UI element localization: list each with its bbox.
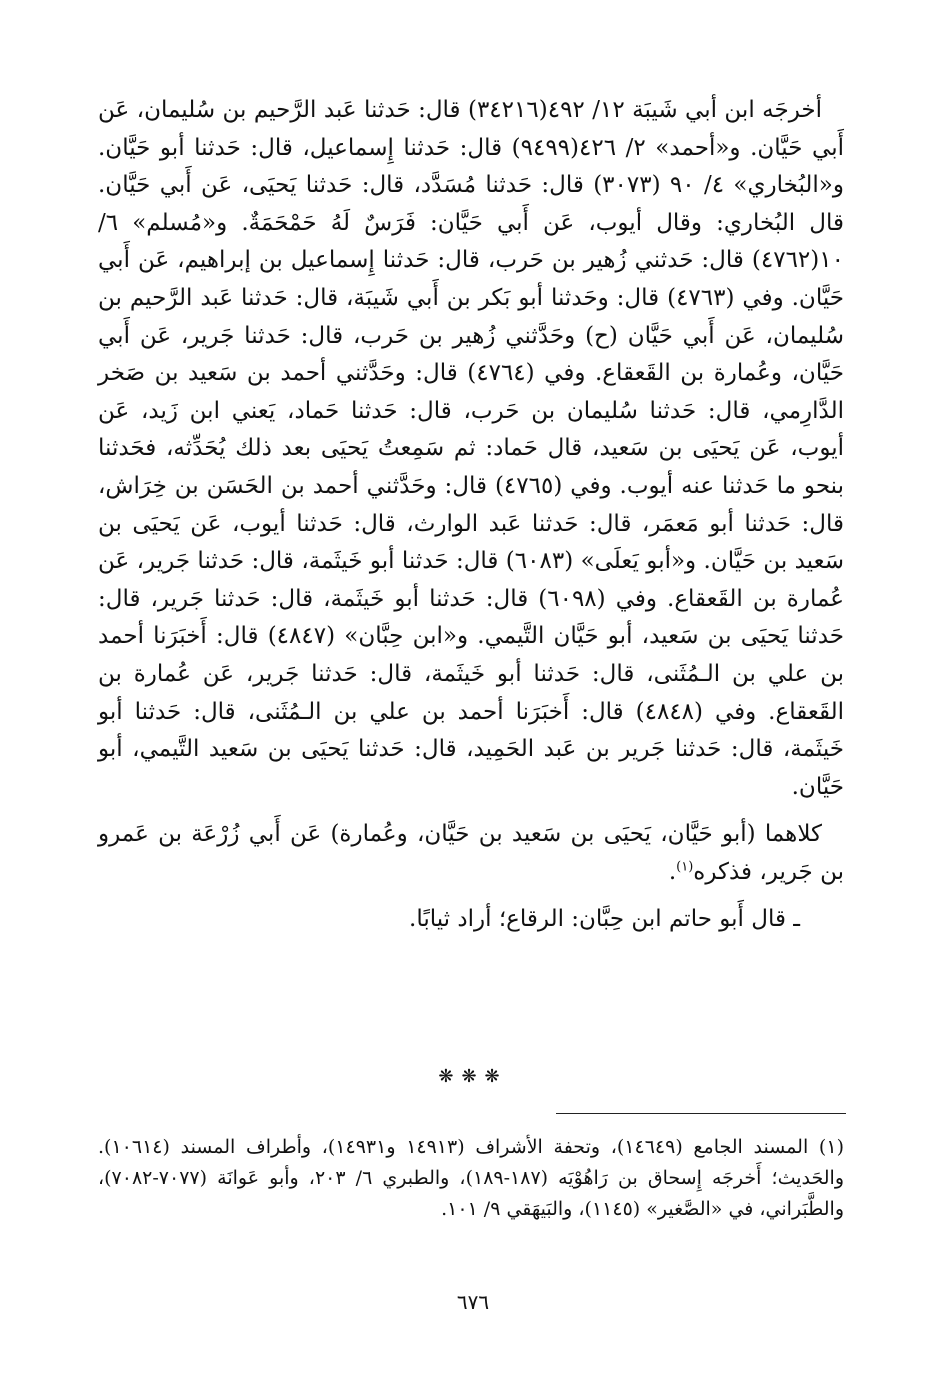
section-separator: ❋❋❋ [438,1066,508,1087]
footnote-divider [556,1113,846,1114]
paragraph-note: ـ قال أَبو حاتم ابن حِبَّان: الرقاع؛ أراد ثيابًا. [409,906,800,933]
footnote-1: (١) المسند الجامع (١٤٦٤٩)، وتحفة الأشراف (١٤٩١٣ و١٤٩٣١)، وأطراف المسند (١٠٦١٤). والحَديث؛ أَخرجَه إِسحاق بن رَاهُوْيَه (١٨٧-١٨٩)، والطبري ٦/ ٢٠٣، وأبو عَوانَة (٧٠٧٧-٧٠٨٢)، والطَّبَراني، في «الصَّغير» (١١٤٥)، والبَيهَقي ٩/ ١٠١. [98,1136,844,1220]
footnotes [98,1132,844,1225]
page-number: ٦٧٦ [456,1290,490,1314]
paragraph-conclusion [98,816,844,891]
conclusion-period: . [668,858,677,885]
paragraph-hadith-sources: أخرجَه ابن أبي شَيبَة ١٢/ ٤٩٢(٣٤٢١٦) قال: حَدثنا عَبد الرَّحيم بن سُليمان، عَن أَبي حَيَّان. و«أحمد» ٢/ ٤٢٦(٩٤٩٩) قال: حَدثنا إِسماعيل، قال: حَدثنا أبو حَيَّان. و«البُخاري» ٤/ ٩٠ (٣٠٧٣) قال: حَدثنا مُسَدَّد، قال: حَدثنا يَحيَى، عَن أَبي حَيَّان. قال البُخاري: وقال أيوب، عَن أَبي حَيَّان: فَرَسٌ لَهُ حَمْحَمَةٌ. و«مُسلم» ٦/ ١٠(٤٧٦٢) قال: حَدثني زُهير بن حَرب، قال: حَدثنا إِسماعيل بن إبراهيم، عَن أَبي حَيَّان. وفي (٤٧٦٣) قال: وحَدثنا أبو بَكر بن أَبي شَيبَة، قال: حَدثنا عَبد الرَّحيم بن سُليمان، عَن أَبي حَيَّان (ح) وحَدَّثني زُهير بن حَرب، قال: حَدثنا جَرير، عَن أَبي حَيَّان، وعُمارة بن القَعقاع. وفي (٤٧٦٤) قال: وحَدَّثني أحمد بن سَعيد بن صَخر الدَّارِمي، قال: حَدثنا سُليمان بن حَرب، قال: حَدثنا حَماد، يَعني ابن زَيد، عَن أيوب، عَن يَحيَى بن سَعيد، قال حَماد: ثم سَمِعتُ يَحيَى بعد ذلك يُحَدِّثه، فحَدثنا بنحو ما حَدثنا عنه أيوب. وفي (٤٧٦٥) قال: وحَدَّثني أحمد بن الحَسَن بن خِرَاش، قال: حَدثنا أبو مَعمَر، قال: حَدثنا عَبد الوارث، قال: حَدثنا أيوب، عَن يَحيَى بن سَعيد بن حَيَّان. و«أبو يَعلَى» (٦٠٨٣) قال: حَدثنا أبو خَيثَمة، قال: حَدثنا جَرير، عَن عُمارة بن القَعقاع. وفي (٦٠٩٨) قال: حَدثنا أبو خَيثَمة، قال: حَدثنا جَرير، قال: حَدثنا يَحيَى بن سَعيد، أبو حَيَّان التَّيمي. و«ابن حِبَّان» (٤٨٤٧) قال: أَخبَرَنا أحمد بن علي بن الـمُثَنى، قال: حَدثنا أبو خَيثَمة، قال: حَدثنا جَرير، عَن عُمارة بن القَعقاع. وفي (٤٨٤٨) قال: أَخبَرَنا أحمد بن علي بن الـمُثَنى، قال: حَدثنا أبو خَيثَمة، قال: حَدثنا جَرير بن عَبد الحَمِيد، قال: حَدثنا يَحيَى بن سَعيد التَّيمي، أبو حَيَّان. [98,97,845,800]
footnote-reference[interactable]: (١) [676,859,694,875]
conclusion-text: كلاهما (أبو حَيَّان، يَحيَى بن سَعيد بن حَيَّان، وعُمارة) عَن أَبي زُرْعَة بن عَمرو بن جَرير، فذكره [98,821,844,885]
main-text [98,92,844,939]
